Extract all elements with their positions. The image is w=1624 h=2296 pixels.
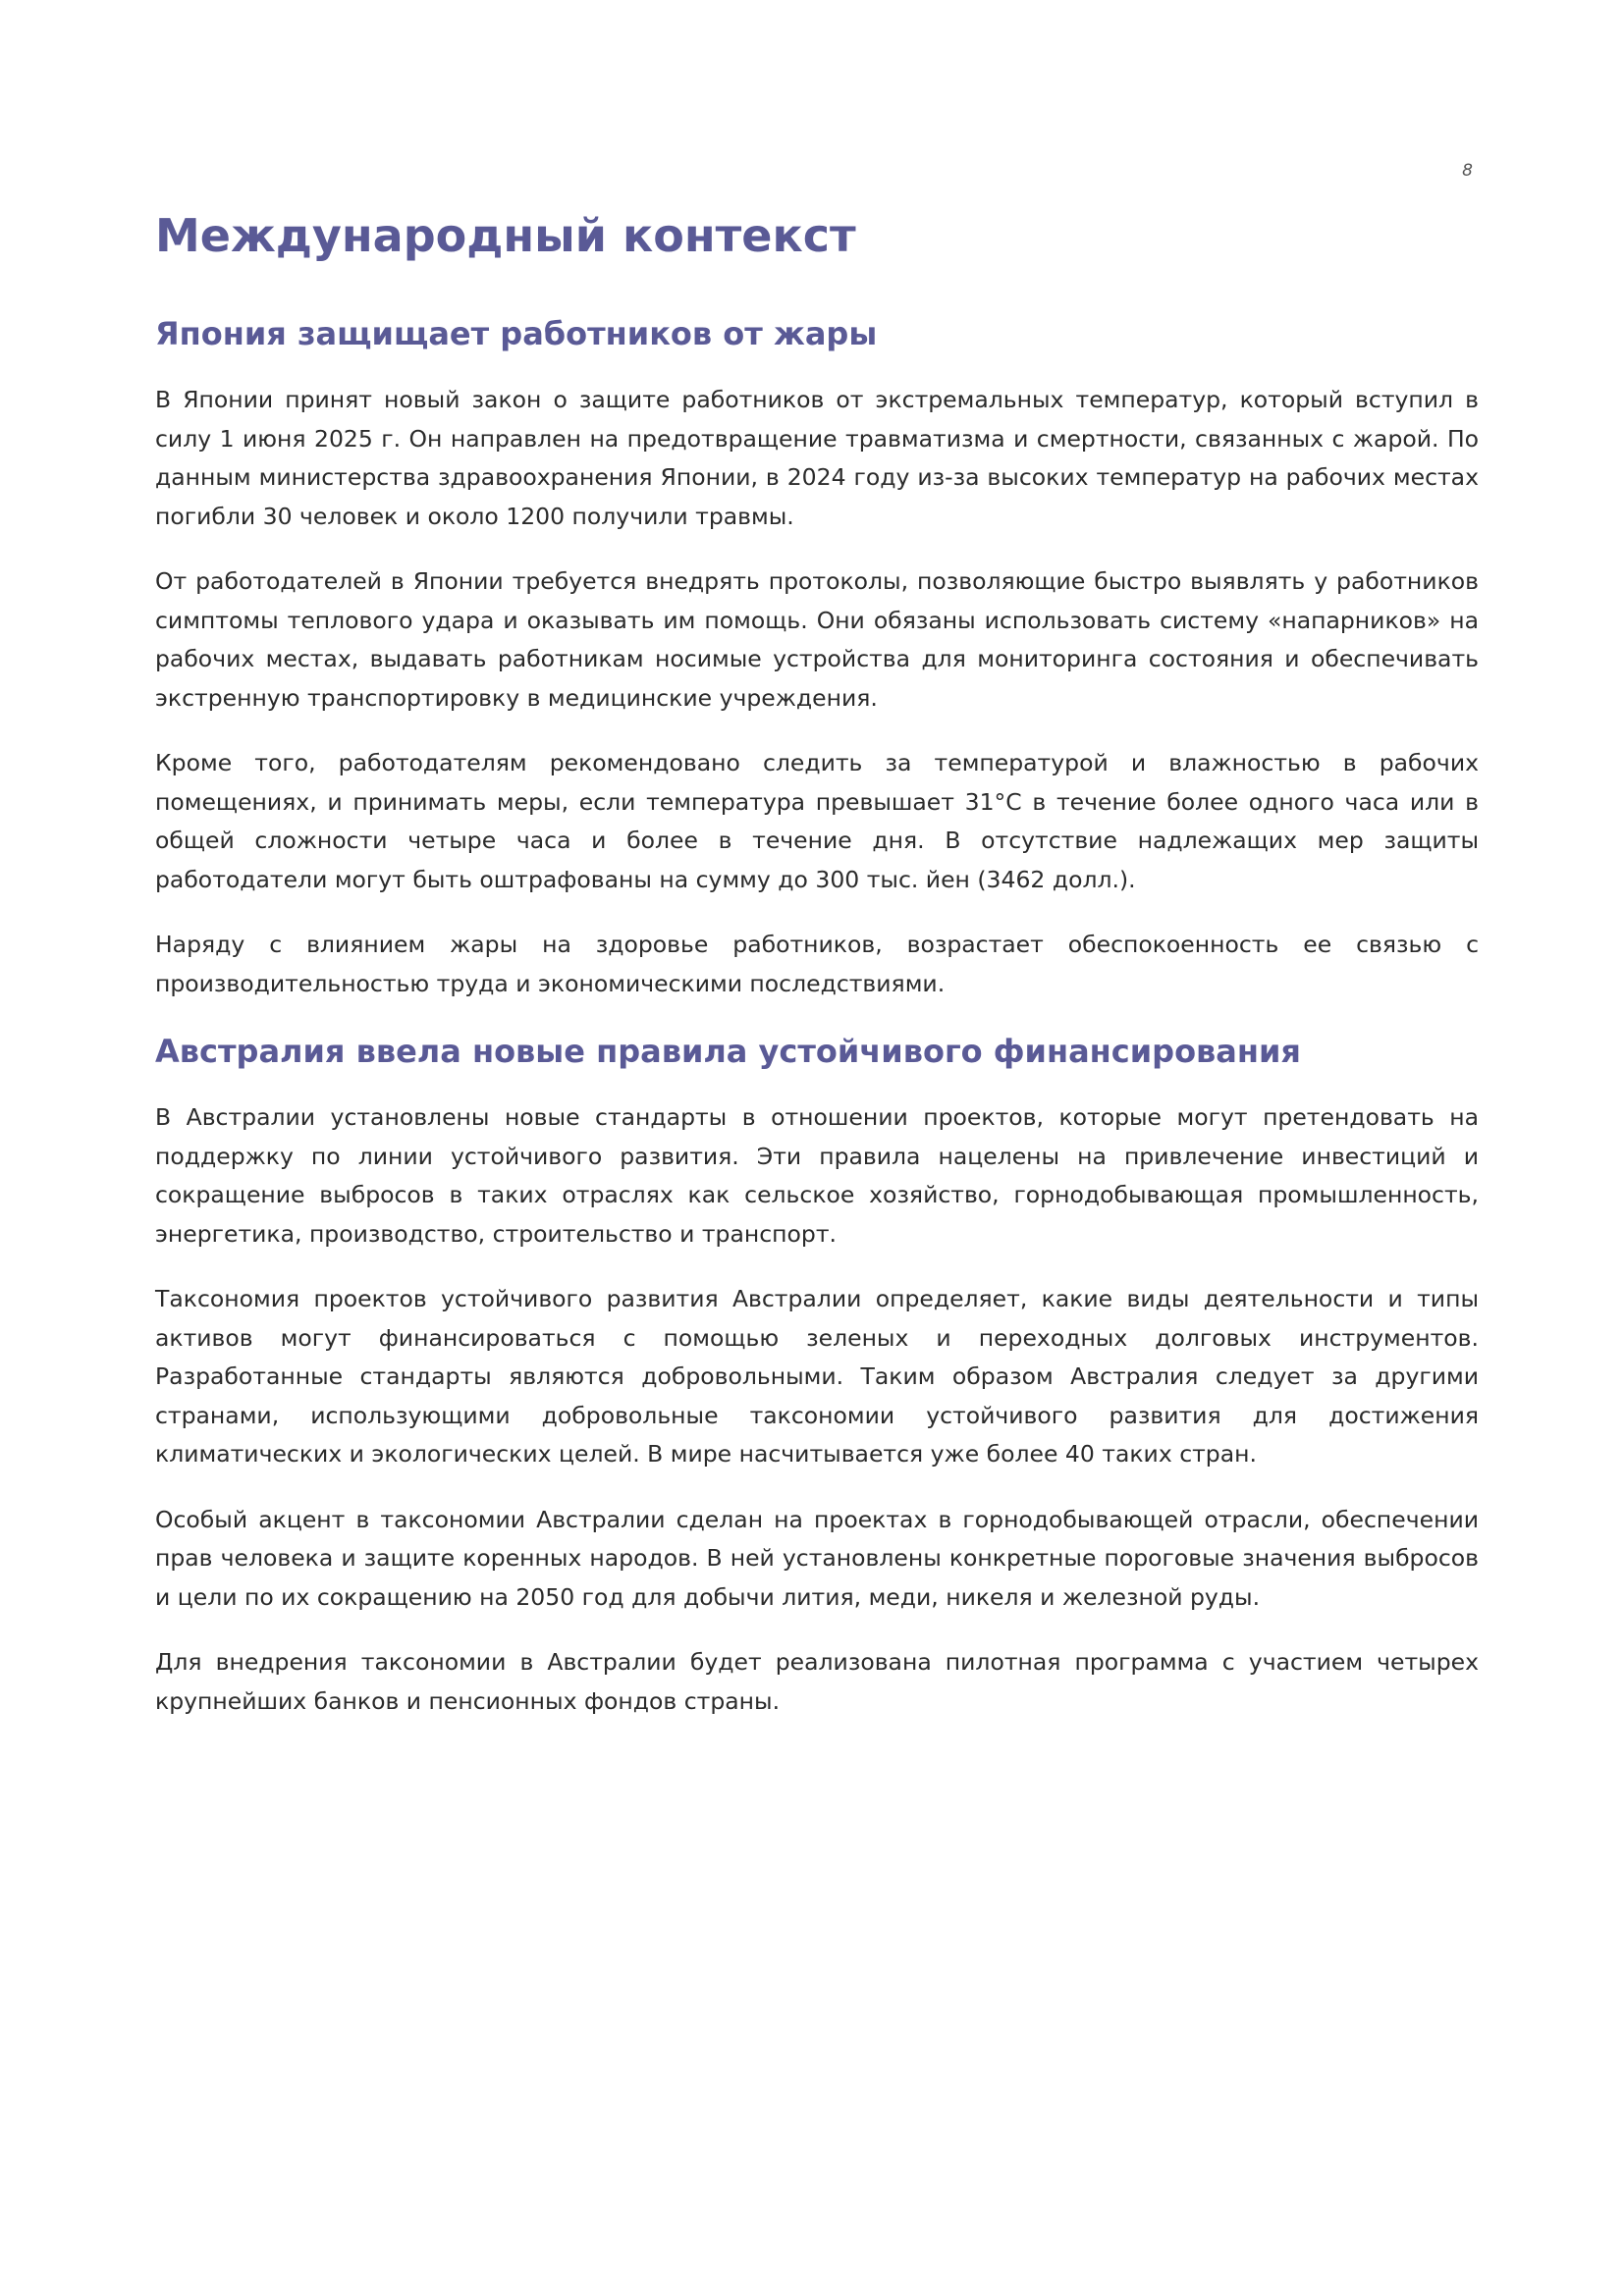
page-number: 8 [1462,161,1473,181]
paragraph: Кроме того, работодателям рекомендовано следить за температурой и влажностью в рабочих помещениях, и принимать меры, если температура превышает 31°С в течение более одного часа или в общей сложности четыре часа и более в течение дня. В отсутствие надлежащих мер защиты работодатели могут быть оштрафованы на сумму до 300 тыс. йен (3462 долл.). [155,749,1479,893]
paragraph: В Австралии установлены новые стандарты в отношении проектов, которые могут претендовать на поддержку по линии устойчивого развития. Эти правила нацелены на привлечение инвестиций и сокращение выбросов в таких отраслях как сельское хозяйство, горнодобывающая промышленность, энергетика, производство, строительство и транспорт. [155,1103,1479,1248]
section-japan [155,312,1479,1003]
paragraph: Наряду с влиянием жары на здоровье работников, возрастает обеспокоенность ее связью с производительностью труда и экономическими последствиями. [155,931,1479,997]
paragraph: Особый акцент в таксономии Австралии сделан на проектах в горнодобывающей отрасли, обеспечении прав человека и защите коренных народов. В ней установлены конкретные пороговые значения выбросов и цели по их сокращению на 2050 год для добычи лития, меди, никеля и железной руды. [155,1505,1479,1611]
paragraph: От работодателей в Японии требуется внедрять протоколы, позволяющие быстро выявлять у работников симптомы теплового удара и оказывать им помощь. Они обязаны использовать систему «напарников» на рабочих местах, выдавать работникам носимые устройства для мониторинга состояния и обеспечивать экстренную транспортировку в медицинские учреждения. [155,567,1479,712]
page-title: Международный контекст [155,209,856,262]
section-heading: Япония защищает работников от жары [155,315,878,352]
paragraph: Таксономия проектов устойчивого развития Австралии определяет, какие виды деятельности и типы активов могут финансироваться с помощью зеленых и переходных долговых инструментов. Разработанные стандарты являются добровольными. Таким образом Австралия следует за другими странами, использующими добровольные таксономии устойчивого развития для достижения климатических и экологических целей. В мире насчитывается уже более 40 таких стран. [155,1285,1479,1468]
section-australia [155,1030,1479,1721]
section-heading: Австралия ввела новые правила устойчивого финансирования [155,1033,1301,1070]
paragraph: В Японии принят новый закон о защите работников от экстремальных температур, который вступил в силу 1 июня 2025 г. Он направлен на предотвращение травматизма и смертности, связанных с жарой. По данным министерства здравоохранения Японии, в 2024 году из-за высоких температур на рабочих местах погибли 30 человек и около 1200 получили травмы. [155,386,1479,530]
page-content [155,204,1479,1747]
paragraph: Для внедрения таксономии в Австралии будет реализована пилотная программа с участием четырех крупнейших банков и пенсионных фондов страны. [155,1648,1479,1715]
